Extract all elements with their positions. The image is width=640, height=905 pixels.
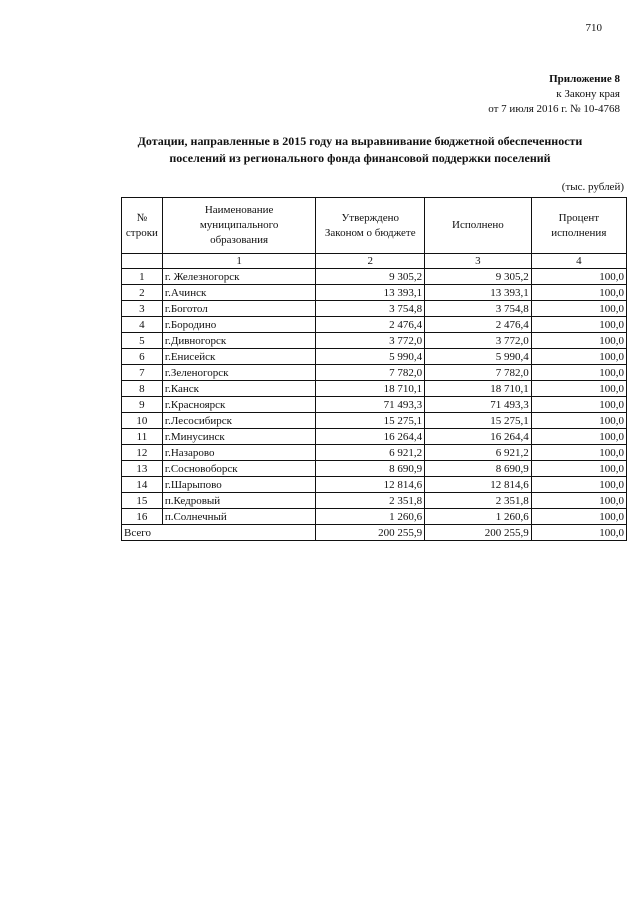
row-number: 14 (122, 477, 163, 493)
execution-percent: 100,0 (531, 445, 626, 461)
executed-amount: 13 393,1 (425, 285, 532, 301)
table-row (122, 445, 627, 461)
appendix-line-1: к Закону края (556, 88, 620, 100)
municipality-name: г.Красноярск (162, 397, 316, 413)
table-row (122, 317, 627, 333)
execution-percent: 100,0 (531, 285, 626, 301)
executed-amount: 15 275,1 (425, 413, 532, 429)
municipality-name: г.Боготол (162, 301, 316, 317)
approved-amount: 15 275,1 (316, 413, 425, 429)
total-approved: 200 255,9 (316, 525, 425, 541)
header-name (162, 198, 316, 254)
approved-amount: 3 754,8 (316, 301, 425, 317)
header-approved-line-2: Законом о бюджете (324, 226, 416, 239)
table-row (122, 381, 627, 397)
executed-amount: 3 772,0 (425, 333, 532, 349)
executed-amount: 3 754,8 (425, 301, 532, 317)
row-number: 1 (122, 269, 163, 285)
table-row (122, 333, 627, 349)
execution-percent: 100,0 (531, 301, 626, 317)
document-title (100, 133, 620, 167)
municipality-name: г.Бородино (162, 317, 316, 333)
executed-amount: 1 260,6 (425, 509, 532, 525)
approved-amount: 16 264,4 (316, 429, 425, 445)
approved-amount: 6 921,2 (316, 445, 425, 461)
executed-amount: 7 782,0 (425, 365, 532, 381)
column-number: 2 (316, 254, 425, 269)
total-label: Всего (122, 525, 316, 541)
executed-amount: 6 921,2 (425, 445, 532, 461)
row-number: 12 (122, 445, 163, 461)
table-row (122, 301, 627, 317)
table-row (122, 349, 627, 365)
approved-amount: 1 260,6 (316, 509, 425, 525)
header-approved-line-1: Утверждено (341, 211, 400, 224)
row-number: 8 (122, 381, 163, 397)
execution-percent: 100,0 (531, 381, 626, 397)
header-percent-line-2: исполнения (551, 226, 607, 239)
table-row (122, 413, 627, 429)
executed-amount: 8 690,9 (425, 461, 532, 477)
executed-amount: 16 264,4 (425, 429, 532, 445)
row-number: 3 (122, 301, 163, 317)
municipality-name: г.Назарово (162, 445, 316, 461)
executed-amount: 9 305,2 (425, 269, 532, 285)
table-header-row (122, 198, 627, 254)
appendix-block (488, 72, 620, 117)
header-name-line-2: муниципального (199, 219, 279, 231)
appendix-title: Приложение 8 (549, 73, 620, 85)
header-percent-line-1: Процент (558, 211, 600, 224)
row-number: 9 (122, 397, 163, 413)
column-number: 3 (425, 254, 532, 269)
municipality-name: г.Сосновоборск (162, 461, 316, 477)
page-number: 710 (585, 22, 602, 34)
row-number: 2 (122, 285, 163, 301)
row-number: 5 (122, 333, 163, 349)
municipality-name: г.Лесосибирск (162, 413, 316, 429)
executed-amount: 18 710,1 (425, 381, 532, 397)
approved-amount: 71 493,3 (316, 397, 425, 413)
column-number: 1 (162, 254, 316, 269)
execution-percent: 100,0 (531, 397, 626, 413)
municipality-name: г.Зеленогорск (162, 365, 316, 381)
header-executed: Исполнено (425, 198, 532, 254)
header-name-line-1: Наименование (204, 204, 274, 216)
municipality-name: г.Енисейск (162, 349, 316, 365)
row-number: 15 (122, 493, 163, 509)
total-row (122, 525, 627, 541)
municipality-name: г.Ачинск (162, 285, 316, 301)
execution-percent: 100,0 (531, 509, 626, 525)
approved-amount: 2 351,8 (316, 493, 425, 509)
municipality-name: г.Шарыпово (162, 477, 316, 493)
column-number-blank (122, 254, 163, 269)
row-number: 6 (122, 349, 163, 365)
approved-amount: 5 990,4 (316, 349, 425, 365)
municipality-name: п.Солнечный (162, 509, 316, 525)
executed-amount: 12 814,6 (425, 477, 532, 493)
execution-percent: 100,0 (531, 333, 626, 349)
approved-amount: 12 814,6 (316, 477, 425, 493)
header-name-line-3: образования (210, 234, 269, 246)
header-num-line-1: № (136, 211, 148, 224)
execution-percent: 100,0 (531, 317, 626, 333)
total-executed: 200 255,9 (425, 525, 532, 541)
municipality-name: г. Железногорск (162, 269, 316, 285)
approved-amount: 13 393,1 (316, 285, 425, 301)
appendix-line-2: от 7 июля 2016 г. № 10-4768 (488, 103, 620, 115)
subsidies-table (121, 197, 627, 541)
execution-percent: 100,0 (531, 429, 626, 445)
execution-percent: 100,0 (531, 269, 626, 285)
row-number: 10 (122, 413, 163, 429)
execution-percent: 100,0 (531, 349, 626, 365)
row-number: 7 (122, 365, 163, 381)
header-percent (531, 198, 626, 254)
municipality-name: г.Канск (162, 381, 316, 397)
table-row (122, 365, 627, 381)
document-title-line-2: поселений из регионального фонда финансовой поддержки поселений (169, 151, 551, 165)
approved-amount: 3 772,0 (316, 333, 425, 349)
table-row (122, 461, 627, 477)
row-number: 16 (122, 509, 163, 525)
table-row (122, 285, 627, 301)
executed-amount: 2 351,8 (425, 493, 532, 509)
total-percent: 100,0 (531, 525, 626, 541)
executed-amount: 5 990,4 (425, 349, 532, 365)
approved-amount: 9 305,2 (316, 269, 425, 285)
approved-amount: 18 710,1 (316, 381, 425, 397)
approved-amount: 2 476,4 (316, 317, 425, 333)
municipality-name: г.Минусинск (162, 429, 316, 445)
row-number: 11 (122, 429, 163, 445)
table-row (122, 477, 627, 493)
execution-percent: 100,0 (531, 413, 626, 429)
units-label: (тыс. рублей) (561, 181, 624, 193)
municipality-name: г.Дивногорск (162, 333, 316, 349)
municipality-name: п.Кедровый (162, 493, 316, 509)
header-num (122, 198, 163, 254)
execution-percent: 100,0 (531, 477, 626, 493)
header-approved (316, 198, 425, 254)
column-number: 4 (531, 254, 626, 269)
approved-amount: 7 782,0 (316, 365, 425, 381)
row-number: 13 (122, 461, 163, 477)
document-title-line-1: Дотации, направленные в 2015 году на выравнивание бюджетной обеспеченности (137, 134, 583, 148)
column-numbers-row (122, 254, 627, 269)
table-body (122, 269, 627, 541)
table-row (122, 493, 627, 509)
execution-percent: 100,0 (531, 461, 626, 477)
header-num-line-2: строки (125, 226, 158, 239)
table-row (122, 397, 627, 413)
execution-percent: 100,0 (531, 493, 626, 509)
executed-amount: 2 476,4 (425, 317, 532, 333)
table-row (122, 269, 627, 285)
execution-percent: 100,0 (531, 365, 626, 381)
row-number: 4 (122, 317, 163, 333)
executed-amount: 71 493,3 (425, 397, 532, 413)
table-row (122, 429, 627, 445)
table-row (122, 509, 627, 525)
approved-amount: 8 690,9 (316, 461, 425, 477)
